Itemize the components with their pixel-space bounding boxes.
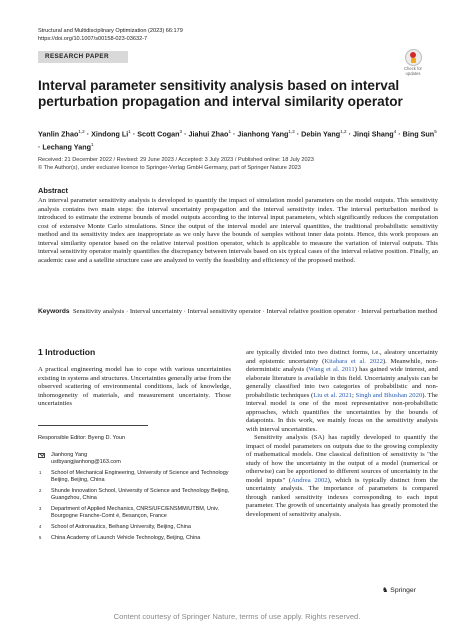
affiliation-text: School of Mechanical Engineering, University of Science and Technology Beijing, Beijing, China bbox=[51, 470, 229, 483]
date-history: Received: 21 December 2022 / Revised: 29 June 2023 / Accepted: 3 July 2023 / Published online: 18 July 2023 bbox=[38, 157, 314, 163]
corresponding-name: Jianhong Yang bbox=[51, 452, 88, 458]
footnote-divider bbox=[38, 425, 148, 426]
author-affiliation-marker: 3 bbox=[179, 129, 183, 134]
affiliation-number: 3 bbox=[39, 506, 42, 511]
author-affiliation-marker: 1 bbox=[128, 129, 131, 134]
abstract-text: An interval parameter sensitivity analysis is developed to quantify the impact of simulation model parameters on the model outputs. This sensitivity analysis contains two main steps: the interval uncertainty propagation and the interval sensitivity index. The interval perturbation method is introduced to estimate the extreme bounds of model outputs according to the interval input parameters, which significantly reduces the computation cost of extensive Monte Carlo simulations. Since the output of the interval model are interval quantities, the traditional probabilistic sensitivity method and its sensitivity index are inappropriate as we only have the bounds of samples without inner data points. Hence, this work proposes an interval similarity operator based on the relative interval position operator, which is applicable to measure the variation of interval outputs. This interval sensitivity operator mainly quantifies the discrepancy between intervals based on six typical cases of the interval relative position. Finally, an academic case and a satellite structure case are analyzed to verify the feasibility and efficiency of the proposed method. bbox=[38, 197, 438, 264]
affiliations bbox=[38, 452, 233, 546]
keywords-label: Keywords bbox=[38, 308, 70, 315]
publisher-name: Springer bbox=[390, 587, 416, 594]
affiliation-item bbox=[38, 535, 233, 542]
author-separator: · bbox=[231, 129, 238, 139]
publication-dates bbox=[38, 157, 314, 172]
crossmark-button[interactable] bbox=[398, 49, 428, 77]
intro-column-right bbox=[246, 349, 438, 519]
publisher-logo bbox=[382, 586, 416, 594]
affiliation-item bbox=[38, 506, 233, 520]
affiliation-item bbox=[38, 524, 233, 531]
author-separator: · bbox=[294, 129, 302, 139]
affiliation-item bbox=[38, 488, 233, 502]
corresponding-email[interactable]: ustbyangjianhong@163.com bbox=[51, 459, 121, 465]
affiliation-number: 1 bbox=[39, 470, 42, 475]
citation-link[interactable]: Singh and Bhushan 2020 bbox=[355, 391, 423, 399]
author-name[interactable]: Yanlin Zhao bbox=[38, 129, 79, 139]
text-run: Sensitivity analysis (SA) has rapidly developed to quantify the impact of model parameters on outputs due to the growing complexity of mathematical models. One classical definition of sensitivity is "the study of how the uncertainty in the output of a model (numerical or otherwise) can be apportioned to different sources of uncertainty in the model inputs" ( bbox=[246, 434, 438, 484]
journal-citation: Structural and Multidisciplinary Optimization (2023) 66:179 bbox=[38, 28, 183, 34]
citation-link[interactable]: Liu et al. 2021 bbox=[313, 391, 352, 399]
author-separator: · bbox=[182, 129, 189, 139]
author-name[interactable]: Jinqi Shang bbox=[352, 129, 394, 139]
affiliation-text: School of Astronautics, Beihang University, Beijing, China bbox=[51, 524, 191, 530]
springer-horse-icon: ♞ bbox=[382, 587, 389, 594]
affiliation-number: 5 bbox=[39, 535, 42, 540]
author-separator: · bbox=[130, 129, 138, 139]
author-separator: · bbox=[38, 142, 43, 152]
text-run: ). Meanwhile, non-deterministic analysis ( bbox=[246, 357, 438, 373]
affiliation-text: Shunde Innovation School, University of Science and Technology Beijing, Guangzhou, China bbox=[51, 488, 230, 501]
affiliation-text: China Academy of Launch Vehicle Technology, Beijing, China bbox=[51, 535, 201, 541]
author-name[interactable]: Bing Sun bbox=[402, 129, 435, 139]
affiliation-item bbox=[38, 470, 233, 484]
citation-link[interactable]: Kitahara et al. 2022 bbox=[324, 357, 383, 365]
author-affiliation-marker: 1,2 bbox=[78, 129, 85, 134]
author-name[interactable]: Scott Cogan bbox=[137, 129, 180, 139]
text-run: ) has gained wide interest, and elaborate literature is available in this field. Uncertainty analysis can be generally classified into two categories of probabilistic and non-probabilistic techniques ( bbox=[246, 366, 438, 399]
author-affiliation-marker: 1,2 bbox=[340, 129, 347, 134]
text-run: ), which is typically distinct from the uncertainty analysis. The importance of parameters is compared through ranked sensitivity indexes corresponding to each input parameter. The growth of uncertainty analysis has greatly promoted the development of sensitivity analysis. bbox=[246, 476, 438, 518]
author-name[interactable]: Jianhong Yang bbox=[237, 129, 289, 139]
intro-paragraph-1 bbox=[246, 349, 438, 434]
author-separator: · bbox=[346, 129, 353, 139]
author-name[interactable]: Debin Yang bbox=[301, 129, 341, 139]
envelope-icon bbox=[38, 453, 45, 458]
affiliation-number: 2 bbox=[39, 488, 42, 493]
author-affiliation-marker: 5 bbox=[434, 129, 437, 134]
author-separator: · bbox=[84, 129, 92, 139]
author-separator: · bbox=[396, 129, 403, 139]
author-name[interactable]: Jiahui Zhao bbox=[188, 129, 229, 139]
citation-link[interactable]: Wang et al. 2011 bbox=[308, 366, 355, 373]
text-run: are typically divided into two distinct forms, i.e., aleatory uncertainty and epistemic uncertainty ( bbox=[246, 349, 438, 365]
author-affiliation-marker: 1 bbox=[91, 142, 94, 148]
citation-link[interactable]: Andrea 2002 bbox=[291, 476, 328, 484]
section-heading-introduction: 1 Introduction bbox=[38, 347, 96, 357]
affiliation-number: 4 bbox=[39, 524, 42, 529]
text-run: ). The interval model is one of the most representative non-probabilistic approaches, which quantifies the uncertainties by the bounds of datapoints. In this work, we mainly focus on the sensitivity analysis with interval uncertainties. bbox=[246, 391, 438, 433]
abstract-heading: Abstract bbox=[38, 186, 68, 195]
crossmark-icon bbox=[405, 49, 422, 66]
text-run: ; bbox=[352, 391, 356, 399]
responsible-editor: Responsible Editor: Byeng D. Youn bbox=[38, 435, 126, 441]
affiliation-text: Department of Applied Mechanics, CNRS/UFC/ENSMM/UTBM, Univ. Bourgogne Franche-Comt é, Besançon, France bbox=[51, 506, 219, 519]
doi-link[interactable]: https://doi.org/10.1007/s00158-023-03632-7 bbox=[38, 36, 148, 42]
affiliation-list bbox=[38, 470, 233, 542]
author-affiliation-marker: 1 bbox=[228, 129, 231, 134]
intro-paragraph-2 bbox=[246, 434, 438, 519]
journal-header bbox=[38, 27, 183, 43]
keywords bbox=[38, 308, 438, 317]
copyright-line: © The Author(s), under exclusive licence to Springer-Verlag GmbH Germany, part of Springer Nature 2023 bbox=[38, 164, 301, 171]
article-type-badge: RESEARCH PAPER bbox=[38, 51, 128, 63]
author-name[interactable]: Lechang Yang bbox=[42, 142, 91, 152]
corresponding-author bbox=[38, 452, 233, 466]
intro-column-left: A practical engineering model has to cope with various uncertainties existing in systems and structures. Uncertainties generally arise from the observed scattering of environmental conditions, lack of knowledge, inhomogeneity of materials, and measurement uncertainty. Those uncertainties bbox=[38, 366, 231, 408]
paper-title: Interval parameter sensitivity analysis based on interval perturbation propagation and interval similarity operator bbox=[38, 78, 403, 109]
author-affiliation-marker: 1,2 bbox=[288, 129, 295, 134]
keywords-text: Sensitivity analysis · Interval uncertainty · Interval sensitivity operator · Interval relative position operator · Interval perturbation method bbox=[72, 308, 438, 315]
author-name[interactable]: Xindong Li bbox=[91, 129, 129, 139]
footer-notice: Content courtesy of Springer Nature, terms of use apply. Rights reserved. bbox=[113, 612, 361, 621]
crossmark-label: Check for updates bbox=[404, 66, 422, 76]
author-affiliation-marker: 4 bbox=[393, 129, 397, 134]
author-list bbox=[38, 126, 438, 153]
